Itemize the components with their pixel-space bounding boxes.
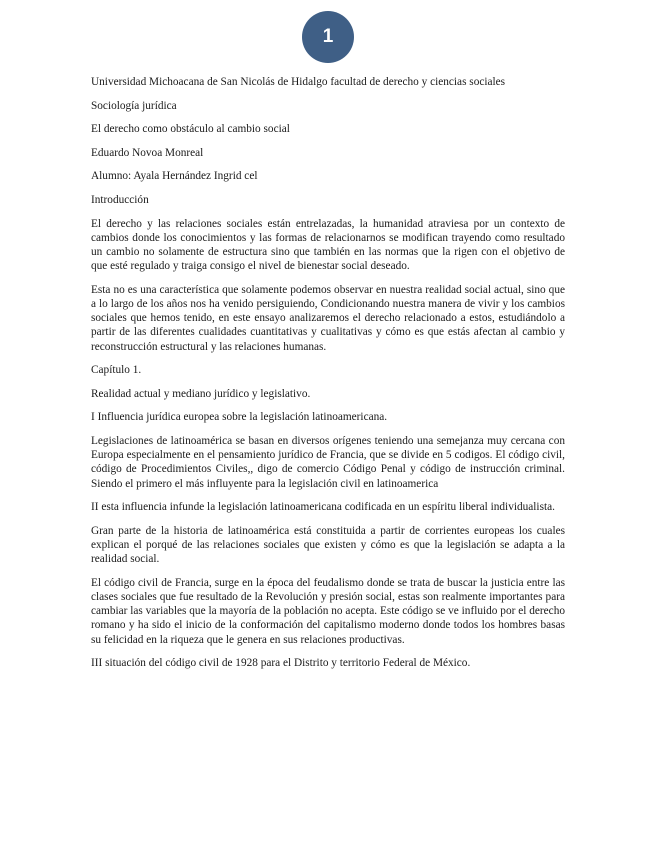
university-line: Universidad Michoacana de San Nicolás de Hidalgo facultad de derecho y ciencias sociales	[91, 76, 506, 88]
section-2-paragraph: II esta influencia infunde la legislación latinoamericana codificada en un espíritu liberal individualista.	[91, 501, 555, 514]
section-1-paragraph: Legislaciones de latinoamérica se basan en diversos orígenes teniendo una semejanza muy cercana con Europa especialmente en el pensamiento jurídico de Francia, que se divide en 5 codigos. El código civil, código de Procedimientos Civiles,, digo de comercio Código Penal y código de instrucción criminal. Siendo el primero el más influyente para la legislación civil en latinoamerica	[91, 434, 565, 490]
document-body	[91, 75, 565, 680]
student-line: Alumno: Ayala Hernández Ingrid cel	[91, 170, 258, 183]
section-3-heading: III situación del código civil de 1928 para el Distrito y territorio Federal de México.	[91, 657, 471, 670]
chapter-heading: Capítulo 1.	[91, 364, 142, 377]
course-line: Sociología jurídica	[91, 99, 177, 112]
intro-paragraph-2: Esta no es una característica que solamente podemos observar en nuestra realidad social actual, sino que a lo largo de los años nos ha venido persiguiendo, Condicionando nuestra manera de vivir y los cambios sociales que hemos tenido, en este ensayo analizaremos el derecho relacionado a estos, estudiándolo a partir de las diferentes cualidades cuantitativas y cualitativas y cómo es que estás afectan al cambio y reconstrucción estructural y las relaciones humanas.	[91, 283, 565, 353]
section-1-heading: I Influencia jurídica europea sobre la legislación latinoamericana.	[91, 411, 388, 424]
author-line: Eduardo Novoa Monreal	[91, 146, 204, 159]
intro-heading: Introducción	[91, 193, 149, 206]
intro-paragraph-1: El derecho y las relaciones sociales están entrelazadas, la humanidad atraviesa por un contexto de cambios donde los conocimientos y las formas de relacionarnos se modifican trayendo como resultado un cambio no solamente de estructura sino que también en las normas que la rigen con el objetivo de que esté regulado y traiga consigo el nivel de bienestar social deseado.	[91, 217, 565, 273]
section-2-paragraph-b: Gran parte de la historia de latinoamérica está constituida a partir de corrientes europeas los cuales explican el porqué de las relaciones sociales que existen y cómo es que la legislación se adapta a la realidad social.	[91, 524, 565, 566]
chapter-title: Realidad actual y mediano jurídico y legislativo.	[91, 387, 311, 400]
page-number-badge: 1	[302, 11, 354, 63]
section-2-paragraph-c: El código civil de Francia, surge en la época del feudalismo donde se trata de buscar la justicia entre las clases sociales que fue resultado de la Revolución y presión social, estas son realmente importantes para cambiar las variables que la mayoría de la población no acepta. Este código se ve influido por el derecho romano y ha sido el inicio de la conformación del capitalismo moderno donde todos los hombres basas su felicidad en la riqueza que le genera en sus relaciones productivas.	[91, 576, 565, 646]
essay-title: El derecho como obstáculo al cambio social	[91, 123, 290, 136]
